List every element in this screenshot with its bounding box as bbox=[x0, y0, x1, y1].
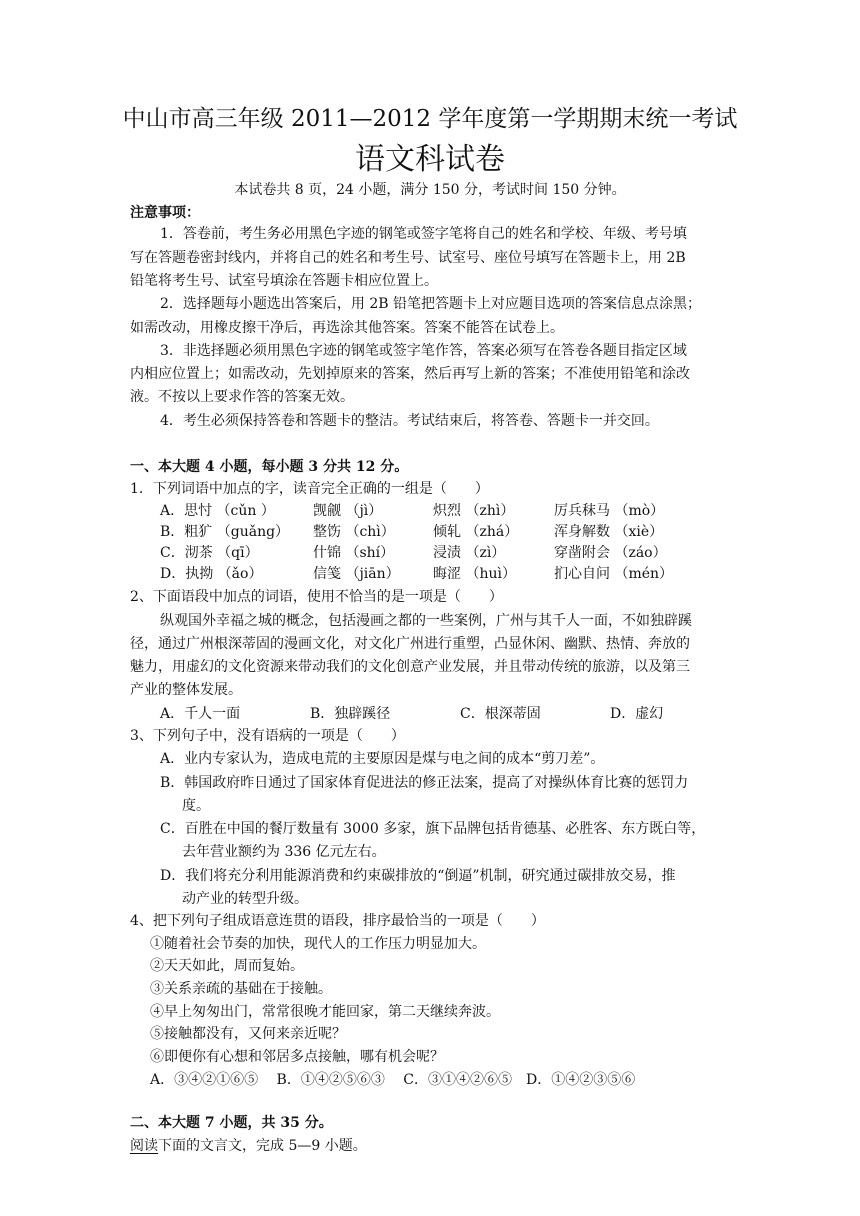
question-1-option-a bbox=[160, 501, 734, 522]
section-1-heading: 一、本大题 4 小题，每小题 3 分共 12 分。 bbox=[130, 459, 409, 475]
question-3-stem: 3、下列句子中，没有语病的一项是（ ） bbox=[130, 728, 405, 744]
question-3-option-b-line-2: 度。 bbox=[182, 798, 210, 814]
notice-item-3-line-3: 液。不按以上要求作答的答案无效。 bbox=[130, 389, 354, 405]
notice-item-3-line-1: 3．非选择题必须用黑色字迹的钢笔或签字笔作答，答案必须写在答卷各题目指定区域 bbox=[160, 343, 687, 359]
option-cell: 什锦 （shí） bbox=[313, 545, 395, 561]
option-cell: 浸渍 （zì） bbox=[433, 545, 506, 561]
question-4-stem: 4、把下列句子组成语意连贯的语段，排序最恰当的一项是（ ） bbox=[130, 913, 545, 929]
question-3-option-c-line-2: 去年营业额约为 336 亿元左右。 bbox=[182, 844, 386, 860]
intro-rest: 下面的文言文，完成 5—9 小题。 bbox=[158, 1138, 367, 1154]
question-1-option-c bbox=[160, 543, 734, 564]
question-2-choices bbox=[160, 704, 760, 725]
choice-a: A．千人一面 bbox=[160, 706, 241, 722]
notice-item-1-line-3: 铅笔将考生号、试室号填涂在答题卡相应位置上。 bbox=[130, 273, 438, 289]
question-1-stem: 1．下列词语中加点的字，读音完全正确的一组是（ ） bbox=[130, 481, 489, 497]
question-3-option-a: A．业内专家认为，造成电荒的主要原因是煤与电之间的成本“剪刀差”。 bbox=[160, 751, 605, 767]
option-cell: 穿凿附会 （záo） bbox=[554, 545, 667, 561]
option-cell: 炽烈 （zhì） bbox=[433, 503, 515, 519]
option-cell: D．执拗 （ǎo） bbox=[160, 566, 263, 582]
notice-heading: 注意事项： bbox=[130, 205, 200, 221]
notice-item-3-line-2: 内相应位置上；如需改动，先划掉原来的答案，然后再写上新的答案；不准使用铅笔和涂改 bbox=[130, 366, 690, 382]
choice-b: B．独辟蹊径 bbox=[310, 706, 391, 722]
choice-c: C．根深蒂固 bbox=[460, 706, 541, 722]
option-cell: 扪心自问 （mén） bbox=[554, 566, 674, 582]
option-cell: 倾轧 （zhá） bbox=[433, 524, 519, 540]
question-2-passage-line-4: 产业的整体发展。 bbox=[130, 682, 242, 698]
question-4-sentence-3: ③关系亲疏的基础在于接触。 bbox=[150, 981, 332, 997]
choice-d: D．虚幻 bbox=[610, 706, 664, 722]
notice-item-1-line-2: 写在答题卷密封线内，并将自己的姓名和考生号、试室号、座位号填写在答题卡上，用 2B bbox=[130, 250, 686, 266]
section-2-heading: 二、本大题 7 小题，共 35 分。 bbox=[130, 1115, 333, 1131]
subject-title: 语文科试卷 bbox=[355, 142, 505, 177]
option-cell: B．粗犷 （guǎng） bbox=[160, 524, 290, 540]
question-3-option-b-line-1: B．韩国政府昨日通过了国家体育促进法的修正法案，提高了对操纵体育比赛的惩罚力 bbox=[160, 775, 689, 791]
question-4-sentence-6: ⑥即便你有心想和邻居多点接触，哪有机会呢？ bbox=[150, 1049, 444, 1065]
question-3-option-c-line-1: C．百胜在中国的餐厅数量有 3000 多家，旗下品牌包括肯德基、必胜客、东方既白等， bbox=[160, 821, 706, 837]
question-1-option-d bbox=[160, 564, 734, 585]
option-cell: 信笺 （jiān） bbox=[313, 566, 400, 582]
option-cell: C．沏茶 （qī） bbox=[160, 545, 259, 561]
exam-title: 中山市高三年级 2011—2012 学年度第一学期期末统一考试 bbox=[122, 106, 738, 132]
section-2-intro bbox=[130, 1136, 367, 1157]
option-cell: 觊觎 （jì） bbox=[313, 503, 383, 519]
option-cell: A．思忖 （cǔn ） bbox=[160, 503, 275, 519]
notice-item-4: 4．考生必须保持答卷和答题卡的整洁。考试结束后，将答卷、答题卡一并交回。 bbox=[160, 413, 659, 429]
question-4-sentence-4: ④早上匆匆出门，常常很晚才能回家，第二天继续奔波。 bbox=[150, 1004, 500, 1020]
option-cell: 整饬 （chì） bbox=[313, 524, 395, 540]
question-2-passage-line-2: 径，通过广州根深蒂固的漫画文化，对文化广州进行重塑，凸显休闲、幽默、热情、奔放的 bbox=[130, 636, 690, 652]
question-3-option-d-line-2: 动产业的转型升级。 bbox=[182, 891, 308, 907]
question-1-option-b bbox=[160, 522, 734, 543]
option-cell: 晦涩 （huì） bbox=[433, 566, 516, 582]
notice-item-2-line-2: 如需改动，用橡皮擦干净后，再选涂其他答案。答案不能答在试卷上。 bbox=[130, 320, 564, 336]
intro-underlined-word: 阅读 bbox=[130, 1138, 158, 1154]
notice-item-1-line-1: 1．答卷前，考生务必用黑色字迹的钢笔或签字笔将自己的姓名和学校、年级、考号填 bbox=[160, 226, 687, 242]
question-2-stem: 2、下面语段中加点的词语，使用不恰当的是一项是（ ） bbox=[130, 589, 503, 605]
question-2-passage-line-3: 魅力，用虚幻的文化资源来带动我们的文化创意产业发展，并且带动传统的旅游，以及第三 bbox=[130, 659, 690, 675]
option-cell: 厉兵秣马 （mò） bbox=[554, 503, 665, 519]
question-4-sentence-2: ②天天如此，周而复始。 bbox=[150, 958, 304, 974]
question-4-sentence-1: ①随着社会节奏的加快，现代人的工作压力明显加大。 bbox=[150, 936, 486, 952]
option-cell: 浑身解数 （xiè） bbox=[554, 524, 664, 540]
question-4-sentence-5: ⑤接触都没有，又何来亲近呢？ bbox=[150, 1026, 346, 1042]
exam-meta: 本试卷共 8 页，24 小题，满分 150 分，考试时间 150 分钟。 bbox=[234, 182, 626, 198]
question-2-passage-line-1: 纵观国外幸福之城的概念，包括漫画之都的一些案例，广州与其千人一面，不如独辟蹊 bbox=[160, 613, 692, 629]
question-4-choices: A．③④②①⑥⑤ B．①④②⑤⑥③ C．③①④②⑥⑤ D．①④②③⑤⑥ bbox=[150, 1072, 636, 1088]
question-3-option-d-line-1: D．我们将充分利用能源消费和约束碳排放的“倒逼”机制，研究通过碳排放交易，推 bbox=[160, 868, 676, 884]
notice-item-2-line-1: 2．选择题每小题选出答案后，用 2B 铅笔把答题卡上对应题目选项的答案信息点涂黑； bbox=[160, 296, 702, 312]
